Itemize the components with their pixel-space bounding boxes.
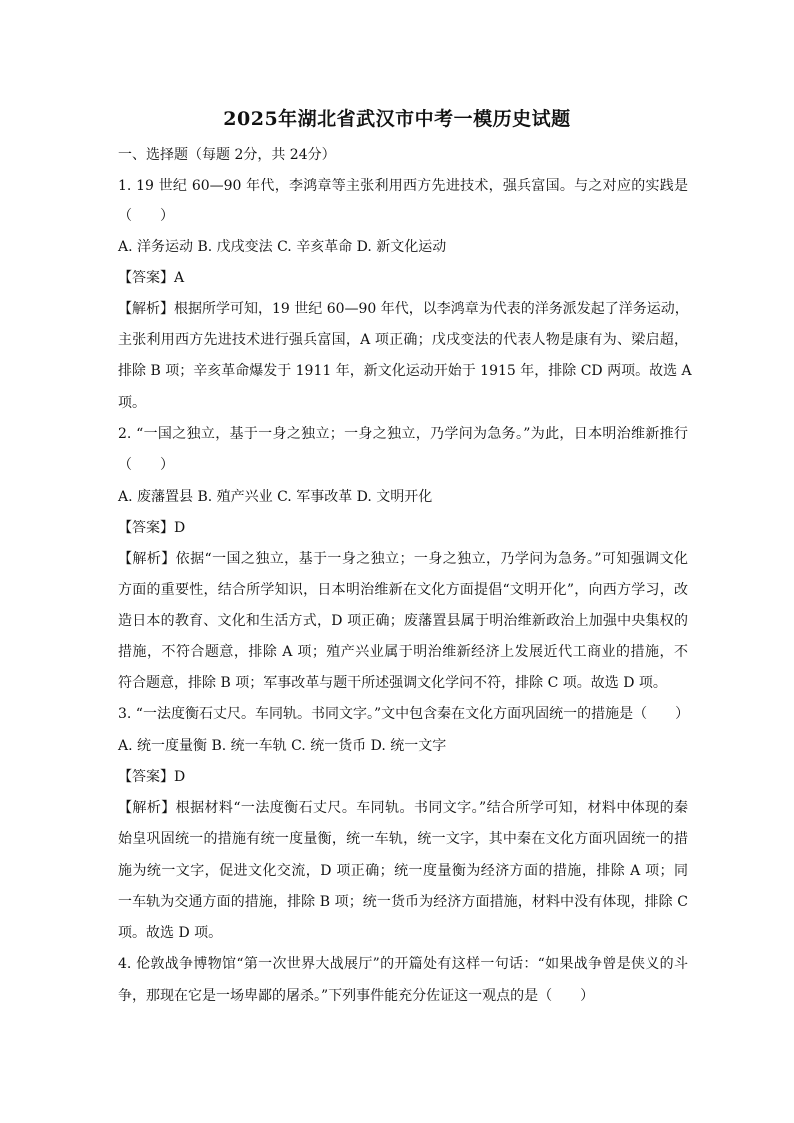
question-2-analysis-line-5: 符合题意，排除 B 项；军事改革与题干所述强调文化学问不符，排除 C 项。故选 D 项。 (118, 675, 667, 691)
question-3-analysis-line-5: 项。故选 D 项。 (118, 925, 223, 941)
question-3-analysis-line-1: 【解析】根据材料“一法度衡石丈尺。车同轨。书同文字。”结合所学可知，材料中体现的秦 (118, 800, 688, 816)
question-3-analysis-line-4: 一车轨为交通方面的措施，排除 B 项；统一货币为经济方面措施，材料中没有体现，排除 C (118, 894, 688, 910)
question-1-stem-line-1: 1. 19 世纪 60—90 年代，李鸿章等主张利用西方先进技术，强兵富国。与之对应的实践是 (118, 178, 688, 194)
question-3-answer: 【答案】D (118, 769, 186, 785)
question-1-options: A. 洋务运动 B. 戊戌变法 C. 辛亥革命 D. 新文化运动 (118, 239, 447, 255)
question-1-analysis-line-3: 排除 B 项；辛亥革命爆发于 1911 年，新文化运动开始于 1915 年，排除 CD 两项。故选 A (118, 363, 692, 379)
question-1-stem-line-2: （ ） (118, 208, 174, 224)
document-title: 2025年湖北省武汉市中考一模历史试题 (223, 108, 571, 130)
question-4-stem-line-2: 争，那现在它是一场卑鄙的屠杀。”下列事件能充分佐证这一观点的是（ ） (118, 988, 595, 1004)
question-2-stem-line-1: 2. “一国之独立，基于一身之独立；一身之独立，乃学问为急务。”为此，日本明治维新推行 (118, 426, 688, 442)
question-1-analysis-line-1: 【解析】根据所学可知，19 世纪 60—90 年代，以李鸿章为代表的洋务派发起了洋务运动， (118, 301, 689, 317)
question-2-analysis-line-1: 【解析】依据“一国之独立，基于一身之独立；一身之独立，乃学问为急务。”可知强调文化 (118, 551, 688, 567)
question-1-analysis-line-4: 项。 (118, 395, 146, 411)
question-2-analysis-line-4: 措施，不符合题意，排除 A 项；殖产兴业属于明治维新经济上发展近代工商业的措施，不 (118, 644, 688, 660)
question-3-analysis-line-2: 始皇巩固统一的措施有统一度量衡，统一车轨，统一文字，其中秦在文化方面巩固统一的措 (118, 831, 688, 847)
question-2-options: A. 废藩置县 B. 殖产兴业 C. 军事改革 D. 文明开化 (118, 489, 433, 505)
question-3-options: A. 统一度量衡 B. 统一车轨 C. 统一货币 D. 统一文字 (118, 738, 447, 754)
question-2-analysis-line-3: 造日本的教育、文化和生活方式，D 项正确；废藩置县属于明治维新政治上加强中央集权的 (118, 613, 688, 629)
question-3-analysis-line-3: 施为统一文字，促进文化交流，D 项正确；统一度量衡为经济方面的措施，排除 A 项；同 (118, 863, 688, 879)
question-2-analysis-line-2: 方面的重要性，结合所学知识，日本明治维新在文化方面提倡“文明开化”，向西方学习，改 (118, 582, 688, 598)
question-2-stem-line-2: （ ） (118, 457, 174, 473)
question-3-stem-line-1: 3. “一法度衡石丈尺。车同轨。书同文字。”文中包含秦在文化方面巩固统一的措施是（ ） (118, 706, 690, 722)
question-1-analysis-line-2: 主张利用西方先进技术进行强兵富国，A 项正确；戊戌变法的代表人物是康有为、梁启超， (118, 332, 688, 348)
section-heading: 一、选择题（每题 2分，共 24分） (118, 147, 336, 163)
question-2-answer: 【答案】D (118, 520, 186, 536)
question-4-stem-line-1: 4. 伦敦战争博物馆“第一次世界大战展厅”的开篇处有这样一句话：“如果战争曾是侠义的斗 (118, 956, 688, 972)
question-1-answer: 【答案】A (118, 270, 185, 286)
